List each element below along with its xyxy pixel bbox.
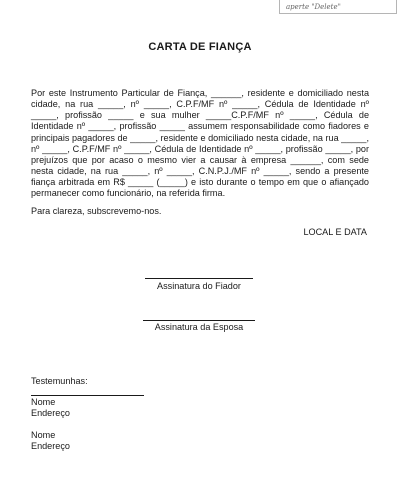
document-title: CARTA DE FIANÇA: [148, 41, 252, 53]
delete-hint-box: [279, 0, 397, 14]
closing-line: Para clareza, subscrevemo-nos.: [31, 206, 162, 216]
guarantee-paragraph: Por este Instrumento Particular de Fiança, ______, residente e domiciliado nesta cidade, na rua _____, nº _____, C.P.F/MF nº _____, Cédula de Identidade nº _____, profissão _____ e sua mulher _____C.P.F/MF nº _____, Cédula de Identidade nº _____, profissão _____ assumem responsabilidade como fiadores e principais pagadores de _____, residente e domiciliado nesta cidade, na rua _____, nº _____, C.P.F/MF nº _____, Cédula de Identidade nº _____, profissão _____, por prejuízos que por acaso o mesmo vier a causar à empresa ______, com sede nesta cidade, na rua _____, nº _____, C.N.P.J./MF nº _____, sendo a presente fiança arbitrada em R$ _____ (_____) e isto durante o tempo em que o afiançado permanecer como funcionário, na referida firma.: [31, 88, 369, 199]
witness-2-address-label: Endereço: [31, 441, 70, 451]
witnesses-heading: Testemunhas:: [31, 376, 88, 386]
guarantor-signature-line: [145, 278, 253, 279]
delete-hint-text: aperte "Delete": [286, 3, 341, 11]
guarantor-signature-label: Assinatura do Fiador: [157, 281, 241, 291]
spouse-signature-line: [143, 320, 255, 321]
witness-1-name-label: Nome: [31, 397, 56, 407]
witness-1-address-label: Endereço: [31, 408, 70, 418]
witness-1-signature-line: [31, 395, 144, 396]
spouse-signature-label: Assinatura da Esposa: [154, 322, 244, 332]
witness-2-name-label: Nome: [31, 430, 56, 440]
local-date: LOCAL E DATA: [303, 227, 367, 237]
